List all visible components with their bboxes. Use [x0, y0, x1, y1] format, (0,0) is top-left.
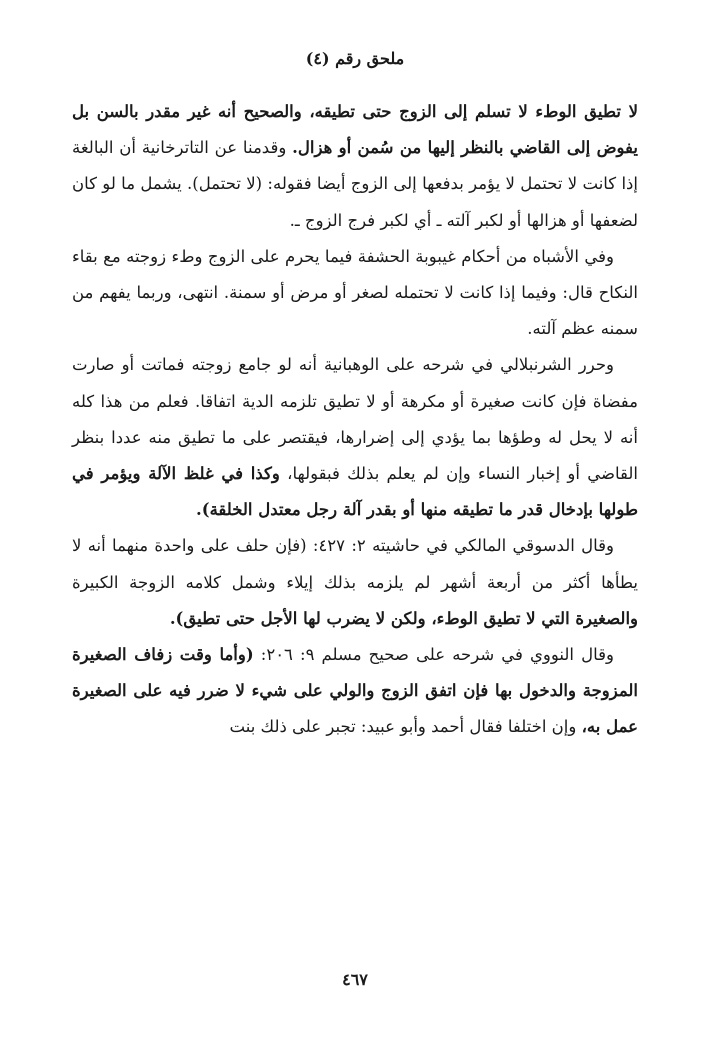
text-bold: لا تطيق الوطء لا تسلم إلى الزوج حتى تطيقه، والصحيح أنه غير مقدر بالسن بل يفوض إلى القاضي بالنظر إليها من سُمن أو هزال. [72, 102, 638, 158]
paragraph-3 [72, 347, 638, 528]
text-bold: (وأما وقت زفاف الصغيرة المزوجة والدخول بها فإن اتفق الزوج والولي على شيء لا ضرر فيه على الصغيرة عمل به، [72, 645, 638, 737]
text-regular: وقدمنا عن التاترخانية أن البالغة إذا كانت لا تحتمل لا يؤمر بدفعها إلى الزوج أيضا فقوله: (لا تحتمل). يشمل ما لو كان لضعفها أو هزالها أو لكبر آلته ـ أي لكبر فرج الزوج ـ. [72, 138, 638, 230]
paragraph-4 [72, 528, 638, 637]
page-number: ٤٦٧ [342, 970, 368, 989]
paragraph-1 [72, 94, 638, 239]
text-regular: وقال الدسوقي المالكي في حاشيته ٢: ٤٢٧: (فإن حلف على واحدة منهما أنه لا يطأها أكثر من أربعة أشهر لم يلزمه بذلك إيلاء وشمل كلامه الزوجة الكبيرة [72, 536, 638, 592]
text-regular: وقال النووي في شرحه على صحيح مسلم ٩: ٢٠٦: [253, 645, 614, 665]
paragraph-5 [72, 637, 638, 746]
page-header: ملحق رقم (٤) [305, 49, 405, 68]
text-regular: وحرر الشرنبلالي في شرحه على الوهبانية أنه لو جامع زوجته فماتت أو صارت مفضاة فإن كانت صغيرة أو مكرهة أو لا تطيق تلزمه الدية اتفاقا. فعلم من هذا كله أنه لا يحل له وطؤها بما يؤدي إلى إضرارها، فيقتصر على ما تطيق منه عددا بنظر القاضي أو إخبار النساء وإن لم يعلم بذلك فبقولها، [72, 355, 638, 484]
text-regular: وإن اختلفا فقال أحمد وأبو عبيد: تجبر على ذلك بنت [229, 717, 582, 737]
paragraph-2 [72, 239, 638, 348]
text-bold: والصغيرة التي لا تطيق الوطء، ولكن لا يضرب لها الأجل حتى تطيق). [169, 608, 638, 628]
document-page [72, 48, 638, 1008]
text-bold: وكذا في غلظ الآلة ويؤمر في طولها بإدخال قدر ما تطيقه منها أو بقدر آلة رجل معتدل الخلقة). [72, 464, 638, 520]
text-regular: وفي الأشباه من أحكام غيبوبة الحشفة فيما يحرم على الزوج وطء زوجته مع بقاء النكاح قال: وفيما إذا كانت لا تحتمله لصغر أو مرض أو سمنة. انتهى، وربما يفهم من سمنه عظم آلته. [72, 246, 638, 339]
